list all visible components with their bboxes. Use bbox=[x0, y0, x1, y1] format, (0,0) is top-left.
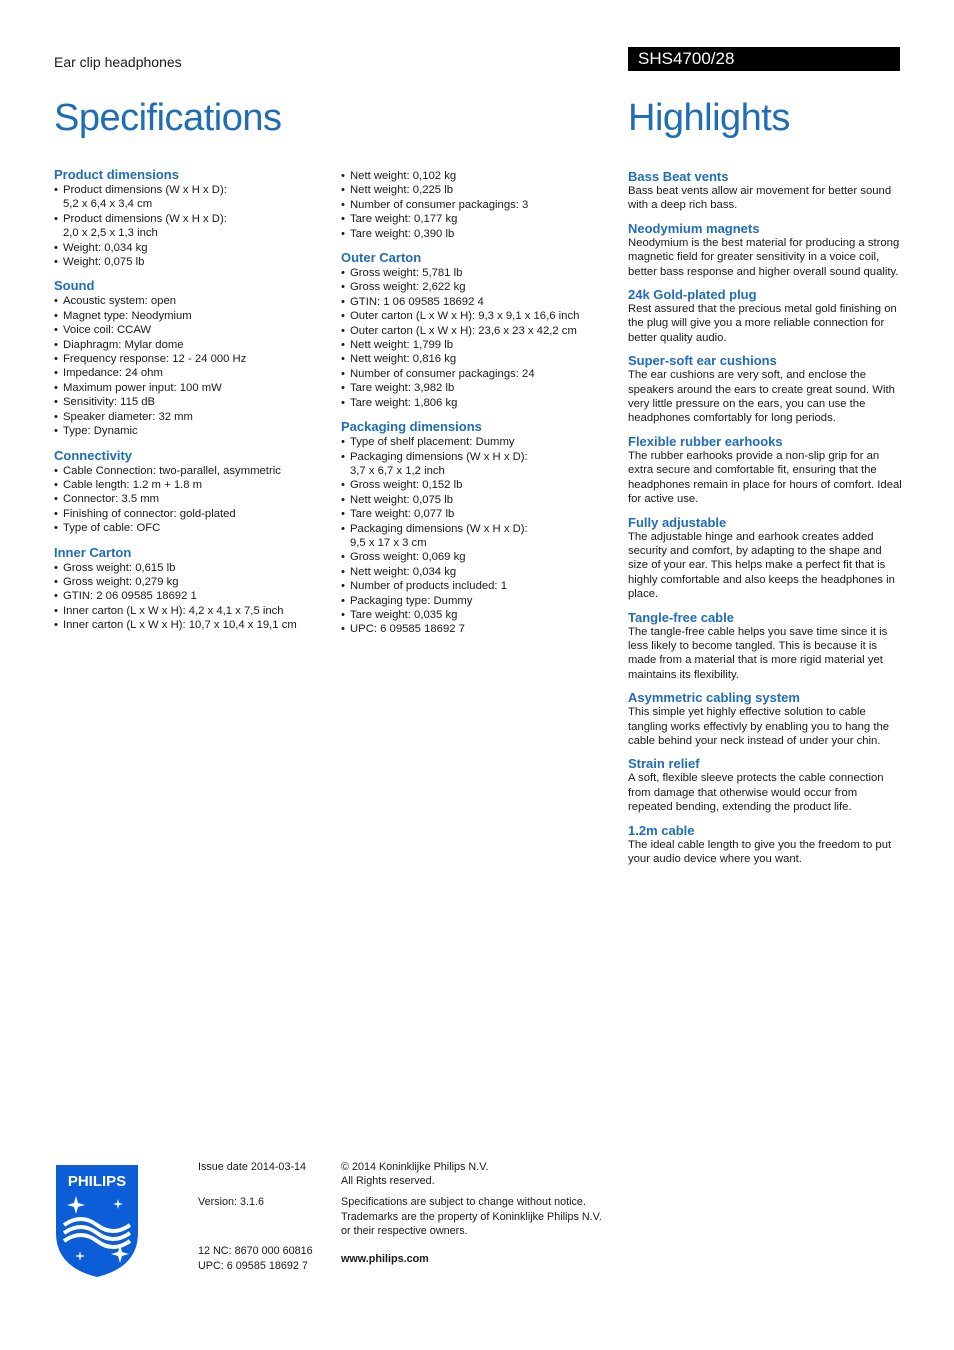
spec-item: 3,7 x 6,7 x 1,2 inch bbox=[350, 464, 445, 477]
spec-item: • Nett weight: 0,034 kg bbox=[341, 565, 616, 579]
spec-item: • Cable length: 1.2 m + 1.8 m bbox=[54, 478, 329, 492]
highlight-text: Rest assured that the precious metal gold finishing on the plug will give you a more reliable connection for better quality audio. bbox=[628, 303, 897, 344]
spec-section-title: Outer Carton bbox=[341, 250, 422, 266]
document-type: Ear clip headphones bbox=[54, 54, 182, 70]
highlight-title: Bass Beat vents bbox=[628, 169, 729, 184]
spec-item: • Gross weight: 0,152 lb bbox=[341, 478, 616, 492]
issue-date: Issue date 2014-03-14 bbox=[198, 1161, 307, 1173]
highlight-text: The adjustable hinge and earhook creates added security and comfort, by adapting to the shape and size of your ear. This helps make a perfect fit that is highly comfortable and also keeps the headphones in place. bbox=[628, 530, 895, 601]
spec-item: • Inner carton (L x W x H): 10,7 x 10,4 x 19,1 cm bbox=[54, 618, 329, 632]
spec-section-title: Connectivity bbox=[54, 447, 133, 463]
spec-section-continued bbox=[341, 169, 616, 241]
spec-list bbox=[54, 561, 329, 633]
specs-column-2 bbox=[341, 169, 616, 646]
spec-item: • Tare weight: 0,077 lb bbox=[341, 507, 616, 521]
spec-item: • Weight: 0,034 kg bbox=[54, 241, 329, 255]
spec-item: • GTIN: 1 06 09585 18692 4 bbox=[341, 295, 616, 309]
spec-item: • Frequency response: 12 - 24 000 Hz bbox=[54, 352, 329, 366]
spec-item: • Packaging dimensions (W x H x D): bbox=[341, 450, 616, 464]
spec-item: 2,0 x 2,5 x 1,3 inch bbox=[63, 227, 158, 240]
highlight-title: 1.2m cable bbox=[628, 822, 695, 838]
spec-section-sound bbox=[54, 278, 329, 438]
spec-item: • Nett weight: 0,075 lb bbox=[341, 493, 616, 507]
highlight-text: Neodymium is the best material for producing a strong magnetic field for greater sensitivity in a voice coil, better bass response and higher overall sound quality. bbox=[628, 236, 900, 278]
highlight-title: Super-soft ear cushions bbox=[628, 353, 777, 369]
spec-item: • Cable Connection: two-parallel, asymmetric bbox=[54, 464, 329, 478]
philips-shield-logo bbox=[54, 1163, 140, 1279]
spec-list bbox=[54, 183, 329, 269]
spec-list bbox=[341, 435, 616, 637]
spec-section-title: Product dimensions bbox=[54, 167, 179, 182]
spec-item: • Gross weight: 0,069 kg bbox=[341, 550, 616, 564]
highlight-title: Tangle-free cable bbox=[628, 609, 734, 625]
highlights-title: Highlights bbox=[628, 97, 790, 139]
highlight-bass-beat-vents bbox=[628, 169, 902, 213]
highlight-title: 24k Gold-plated plug bbox=[628, 287, 757, 303]
spec-item: • Product dimensions (W x H x D): bbox=[54, 212, 329, 226]
spec-item: • Type of shelf placement: Dummy bbox=[341, 435, 616, 449]
spec-item: • Gross weight: 5,781 lb bbox=[341, 266, 616, 280]
spec-item: • Speaker diameter: 32 mm bbox=[54, 410, 329, 424]
spec-item: • Type of cable: OFC bbox=[54, 521, 329, 535]
highlight-text: A soft, flexible sleeve protects the cable connection from damage that otherwise would occur from repeated bending, extending the product life. bbox=[628, 772, 884, 814]
spec-item: • Impedance: 24 ohm bbox=[54, 366, 329, 380]
spec-item: • Nett weight: 0,102 kg bbox=[341, 169, 616, 183]
spec-section-connectivity bbox=[54, 448, 329, 536]
highlight-super-soft-ear-cushions bbox=[628, 353, 902, 426]
spec-item: • Sensitivity: 115 dB bbox=[54, 395, 329, 409]
svg-text:PHILIPS: PHILIPS bbox=[67, 1173, 127, 1190]
spec-item: • Packaging type: Dummy bbox=[341, 594, 616, 608]
upc-number: UPC: 6 09585 18692 7 bbox=[198, 1259, 308, 1272]
highlights-column bbox=[628, 169, 902, 874]
spec-item: • Type: Dynamic bbox=[54, 424, 329, 438]
spec-item: • Tare weight: 0,177 kg bbox=[341, 212, 616, 226]
notice-line-3: or their respective owners. bbox=[341, 1224, 468, 1237]
spec-section-inner-carton bbox=[54, 545, 329, 633]
spec-item: • Tare weight: 3,982 lb bbox=[341, 381, 616, 395]
specifications-title: Specifications bbox=[54, 97, 282, 139]
spec-item: • Number of consumer packagings: 3 bbox=[341, 198, 616, 212]
spec-item: • Tare weight: 1,806 kg bbox=[341, 396, 616, 410]
spec-section-product-dimensions bbox=[54, 167, 329, 269]
spec-item: • Number of products included: 1 bbox=[341, 579, 616, 593]
spec-item: • Gross weight: 0,279 kg bbox=[54, 575, 329, 589]
highlight-title: Fully adjustable bbox=[628, 514, 727, 530]
spec-item: • Packaging dimensions (W x H x D): bbox=[341, 522, 616, 536]
spec-item: 9,5 x 17 x 3 cm bbox=[350, 536, 427, 549]
spec-item: • UPC: 6 09585 18692 7 bbox=[341, 622, 616, 636]
notice-line-2: Trademarks are the property of Koninklijke Philips N.V. bbox=[341, 1210, 602, 1223]
spec-item: • Number of consumer packagings: 24 bbox=[341, 367, 616, 381]
highlight-strain-relief bbox=[628, 756, 902, 814]
copyright: © 2014 Koninklijke Philips N.V. bbox=[341, 1161, 489, 1173]
spec-item: • Nett weight: 0,816 kg bbox=[341, 352, 616, 366]
highlight-24k-gold-plated-plug bbox=[628, 287, 902, 345]
highlight-title: Neodymium magnets bbox=[628, 220, 760, 236]
highlight-title: Strain relief bbox=[628, 756, 700, 772]
spec-list bbox=[341, 169, 616, 241]
spec-item: • Outer carton (L x W x H): 9,3 x 9,1 x 16,6 inch bbox=[341, 309, 616, 323]
highlight-title: Asymmetric cabling system bbox=[628, 690, 800, 706]
spec-item: • Product dimensions (W x H x D): bbox=[54, 183, 329, 197]
highlight-1-2m-cable bbox=[628, 823, 902, 867]
spec-section-outer-carton bbox=[341, 250, 616, 410]
footer-meta bbox=[198, 1160, 313, 1273]
highlight-flexible-rubber-earhooks bbox=[628, 434, 902, 507]
highlight-text: Bass beat vents allow air movement for better sound with a deep rich bass. bbox=[628, 185, 892, 212]
highlight-text: The rubber earhooks provide a non-slip grip for an extra secure and comfortable fit, ensuring that the headphones remain in place for hours of comfort. Ideal for active use. bbox=[628, 449, 902, 506]
highlight-text: This simple yet highly effective solution to cable tangling works effectivly by enabling you to hang the cable behind your neck instead of under your chin. bbox=[628, 706, 890, 747]
spec-item: • Weight: 0,075 lb bbox=[54, 255, 329, 269]
version: Version: 3.1.6 bbox=[198, 1196, 265, 1209]
spec-section-title: Sound bbox=[54, 278, 95, 294]
spec-item: • Magnet type: Neodymium bbox=[54, 309, 329, 323]
highlight-text: The ideal cable length to give you the freedom to put your audio device where you want. bbox=[628, 838, 892, 865]
spec-item: • Connector: 3.5 mm bbox=[54, 492, 329, 506]
highlight-neodymium-magnets bbox=[628, 221, 902, 279]
spec-item: • Inner carton (L x W x H): 4,2 x 4,1 x 7,5 inch bbox=[54, 604, 329, 618]
spec-item: • Voice coil: CCAW bbox=[54, 323, 329, 337]
notice-line-1: Specifications are subject to change without notice. bbox=[341, 1196, 586, 1209]
spec-item: • Gross weight: 0,615 lb bbox=[54, 561, 329, 575]
highlight-text: The ear cushions are very soft, and enclose the speakers around the ears to create great sound. With very little pressure on the ears, you can use the headphones comfortably for long periods. bbox=[628, 369, 895, 425]
spec-item: • Gross weight: 2,622 kg bbox=[341, 280, 616, 294]
highlight-title: Flexible rubber earhooks bbox=[628, 433, 783, 449]
highlight-text: The tangle-free cable helps you save time since it is less likely to become tangled. This is because it is made from a material that is more rigid material yet maintains its flexibility. bbox=[628, 625, 888, 681]
spec-item: • Diaphragm: Mylar dome bbox=[54, 338, 329, 352]
highlight-asymmetric-cabling-system bbox=[628, 690, 902, 748]
specs-column-1 bbox=[54, 167, 329, 642]
spec-item: • Finishing of connector: gold-plated bbox=[54, 507, 329, 521]
spec-list bbox=[341, 266, 616, 410]
spec-item: • Nett weight: 1,799 lb bbox=[341, 338, 616, 352]
spec-item: 5,2 x 6,4 x 3,4 cm bbox=[63, 198, 153, 211]
spec-list bbox=[54, 464, 329, 536]
footer-legal bbox=[341, 1160, 602, 1266]
spec-section-title: Inner Carton bbox=[54, 544, 132, 560]
spec-item: • Tare weight: 0,390 lb bbox=[341, 227, 616, 241]
highlight-tangle-free-cable bbox=[628, 610, 902, 683]
spec-section-packaging-dimensions bbox=[341, 419, 616, 637]
website-link[interactable]: www.philips.com bbox=[341, 1253, 429, 1266]
model-number-bar: SHS4700/28 bbox=[628, 47, 900, 71]
spec-item: • Nett weight: 0,225 lb bbox=[341, 183, 616, 197]
highlight-fully-adjustable bbox=[628, 515, 902, 602]
nc-number: 12 NC: 8670 000 60816 bbox=[198, 1245, 313, 1258]
spec-item: • Maximum power input: 100 mW bbox=[54, 381, 329, 395]
spec-item: • Outer carton (L x W x H): 23,6 x 23 x 42,2 cm bbox=[341, 324, 616, 338]
spec-section-title: Packaging dimensions bbox=[341, 419, 482, 435]
spec-item: • GTIN: 2 06 09585 18692 1 bbox=[54, 589, 329, 603]
rights: All Rights reserved. bbox=[341, 1175, 435, 1188]
spec-item: • Acoustic system: open bbox=[54, 294, 329, 308]
spec-item: • Tare weight: 0,035 kg bbox=[341, 608, 616, 622]
spec-list bbox=[54, 294, 329, 438]
